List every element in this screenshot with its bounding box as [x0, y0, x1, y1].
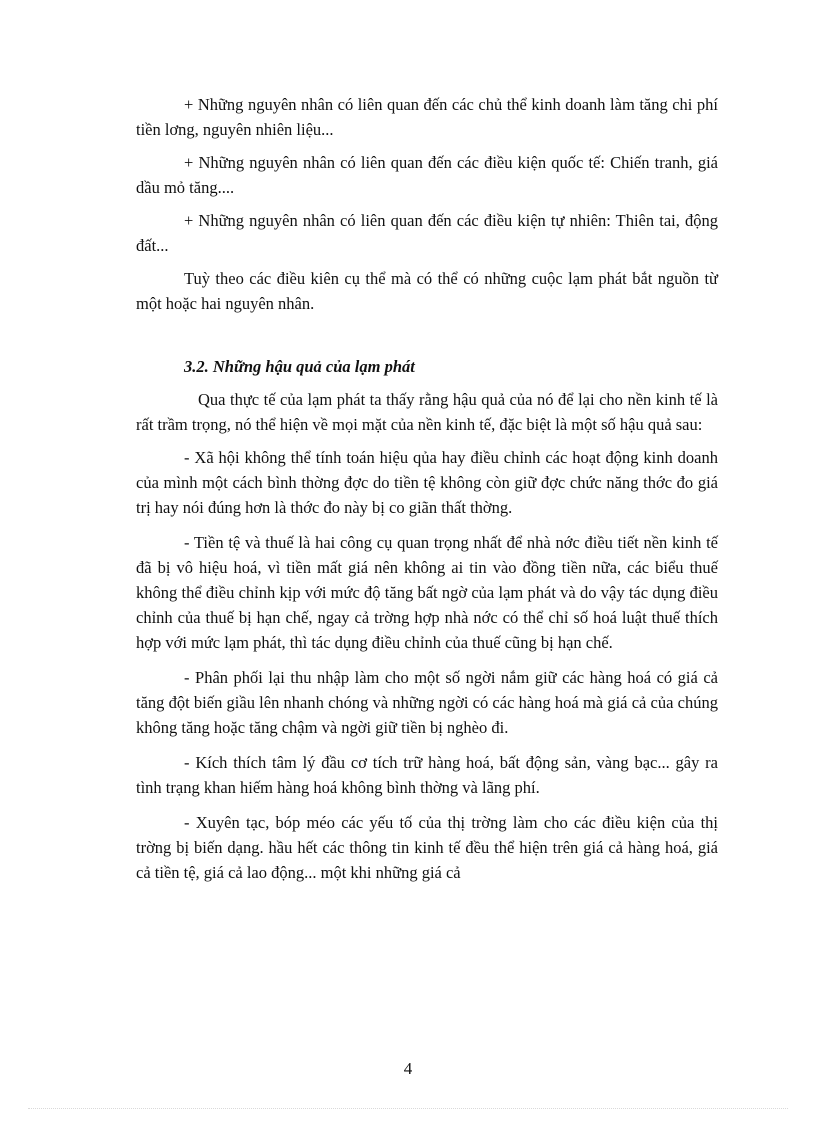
paragraph-consequences-intro: Qua thực tế của lạm phát ta thấy rằng hậu quả của nó để lại cho nền kinh tế là rất trầm trọng, nó thể hiện về mọi mặt của nền kinh tế, đặc biệt là một số hậu quả sau: [136, 390, 718, 434]
paragraph-consequence-market-distortion: - Xuyên tạc, bóp méo các yếu tố của thị trờng làm cho các điều kiện của thị trờng bị biến dạng. hầu hết các thông tin kinh tế đều thể hiện trên giá cả hàng hoá, giá cả tiền tệ, giá cả lao động... một khi những giá cả [136, 813, 718, 882]
section-heading: 3.2. Những hậu quả của lạm phát [184, 357, 415, 376]
page-bottom-divider [28, 1108, 788, 1109]
paragraph-consequence-tax: - Tiền tệ và thuế là hai công cụ quan trọng nhất để nhà nớc điều tiết nền kinh tế đã bị vô hiệu hoá, vì tiền mất giá nên không ai tin vào đồng tiền nữa, các biểu thuế không thể điều chỉnh kịp với mức độ tăng bất ngờ của lạm phát và do vậy tác dụng điều chỉnh của thuế bị hạn chế, ngay cả trờng hợp nhà nớc có thể chỉ số hoá luật thuế thích hợp với mức lạm phát, thì tác dụng điều chỉnh của thuế cũng bị hạn chế. [136, 533, 718, 652]
paragraph-consequence-redistribution: - Phân phối lại thu nhập làm cho một số ngời nắm giữ các hàng hoá có giá cả tăng đột biến giầu lên nhanh chóng và những ngời có các hàng hoá mà giá cả của chúng không tăng hoặc tăng chậm và ngời giữ tiền bị nghèo đi. [136, 668, 718, 737]
page-number: 4 [403, 1059, 413, 1078]
paragraph-consequence-speculation: - Kích thích tâm lý đầu cơ tích trữ hàng hoá, bất động sản, vàng bạc... gây ra tình trạng khan hiếm hàng hoá không bình thờng và lãng phí. [136, 753, 718, 797]
paragraph-consequence-measurement: - Xã hội không thể tính toán hiệu qủa hay điều chỉnh các hoạt động kinh doanh của mình một cách bình thờng đợc do tiền tệ không còn giữ đợc chức năng thớc đo giá trị hay nói đúng hơn là thớc đo này bị co giãn thất thờng. [136, 448, 718, 517]
page-content [136, 92, 718, 895]
paragraph-cause-natural: + Những nguyên nhân có liên quan đến các điều kiện tự nhiên: Thiên tai, động đất... [136, 211, 718, 255]
paragraph-cause-business: + Những nguyên nhân có liên quan đến các chủ thể kinh doanh làm tăng chi phí tiền lơng, nguyên nhiên liệu... [136, 95, 718, 139]
paragraph-cause-international: + Những nguyên nhân có liên quan đến các điều kiện quốc tế: Chiến tranh, giá dầu mỏ tăng.... [136, 153, 718, 197]
paragraph-cause-summary: Tuỳ theo các điều kiên cụ thể mà có thể có những cuộc lạm phát bắt nguồn từ một hoặc hai nguyên nhân. [136, 269, 718, 313]
